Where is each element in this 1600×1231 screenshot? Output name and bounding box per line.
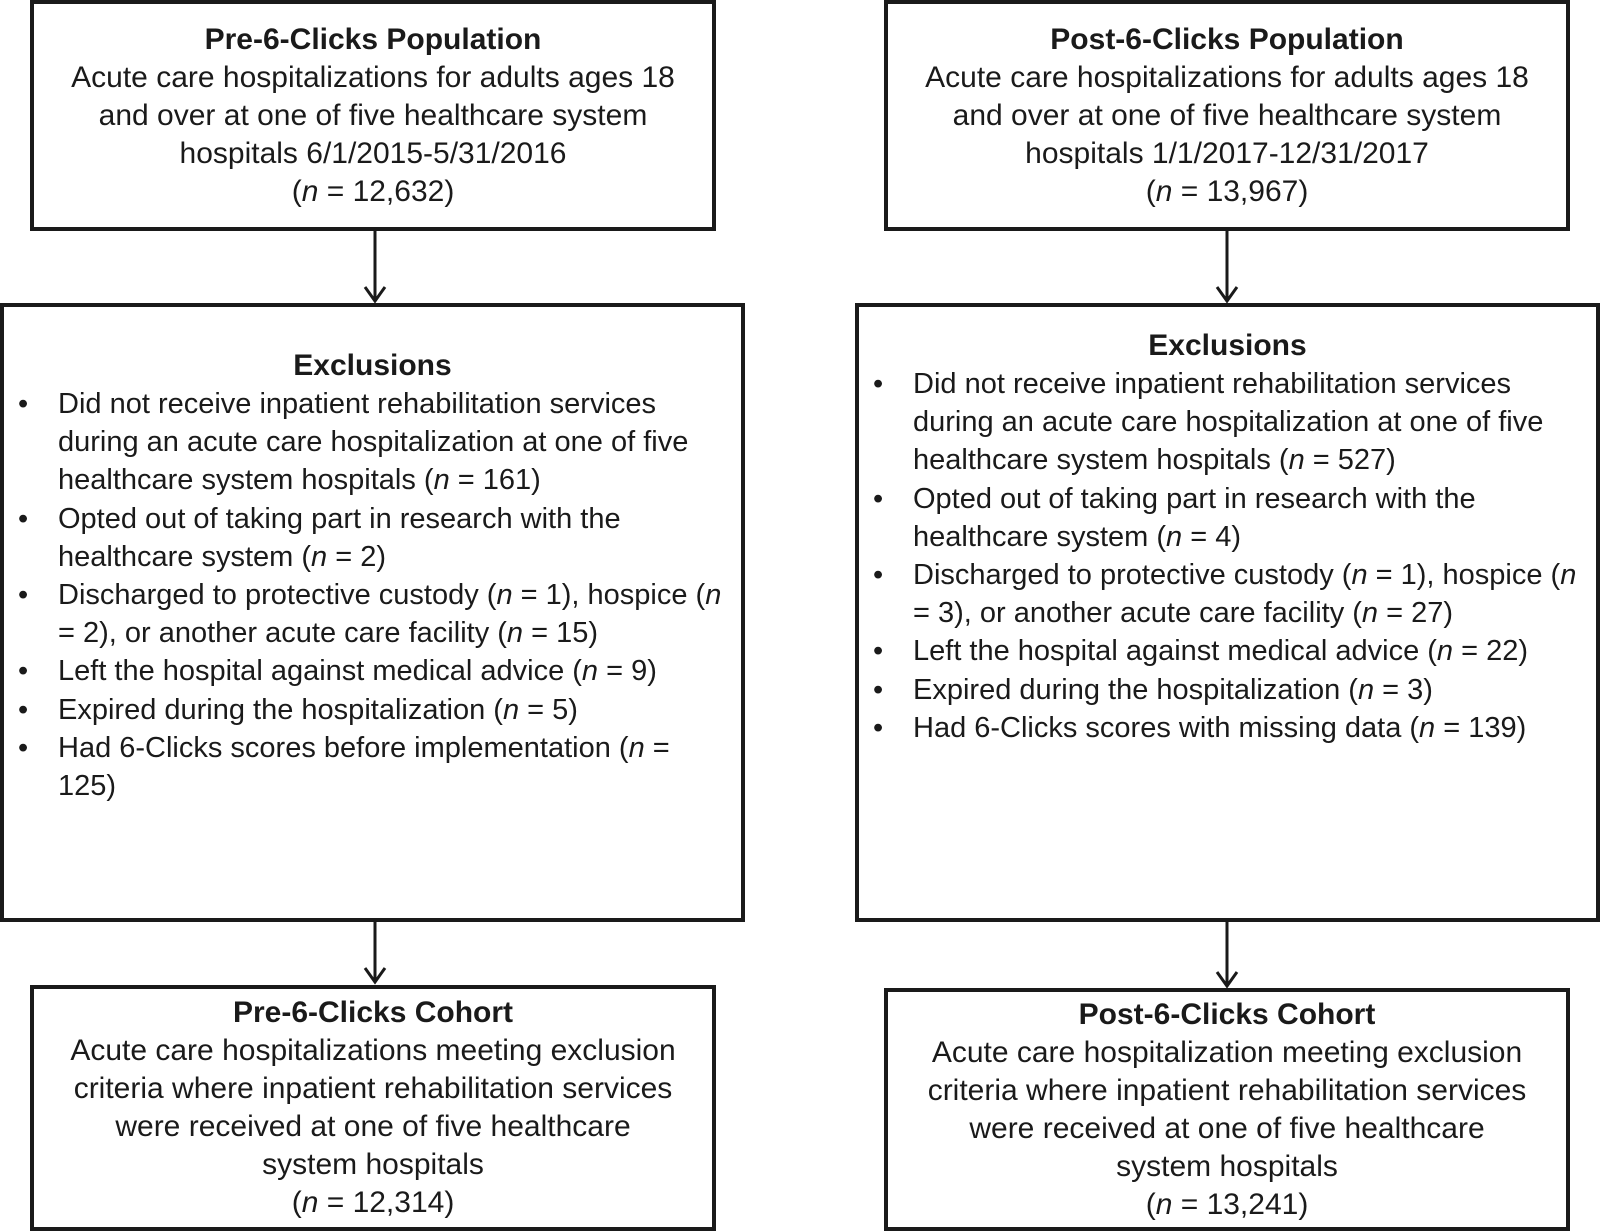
n-label: n — [581, 655, 599, 688]
n-label: n — [496, 579, 513, 612]
n-value: = 13,241) — [1172, 1187, 1309, 1221]
exclusion-text: = 527) — [1304, 444, 1396, 477]
pre-population-line-3: hospitals 6/1/2015-5/31/2016 — [179, 136, 567, 170]
exclusion-text: Opted out of taking part in research with the healthcare system ( — [58, 502, 621, 573]
exclusion-text: Expired during the hospitalization ( — [913, 673, 1358, 706]
n-label: n — [1419, 711, 1436, 744]
pre-cohort-title: Pre-6-Clicks Cohort — [232, 996, 514, 1029]
bullet-icon: • — [18, 388, 29, 420]
exclusion-text: = 1), hospice ( — [512, 579, 706, 612]
pre-exclusions-title: Exclusions — [293, 349, 452, 382]
bullet-icon: • — [18, 502, 29, 535]
left-exclusion-item — [4, 385, 741, 500]
exclusion-text: Expired during the hospitalization ( — [58, 693, 503, 726]
exclusion-text: Had 6-Clicks scores with missing data ( — [913, 711, 1420, 744]
paren-open: ( — [291, 174, 302, 208]
paren-open: ( — [1145, 1187, 1156, 1221]
exclusion-text: = 4) — [1182, 520, 1242, 553]
exclusion-text: = 15) — [523, 617, 599, 650]
post-arrow-2 — [1212, 920, 1242, 990]
exclusion-text: = 125) — [58, 731, 670, 803]
pre-cohort-line-4: system hospitals — [262, 1148, 484, 1181]
pre-cohort-line-2: criteria where inpatient rehabilitation services — [73, 1072, 673, 1105]
exclusion-text: = 5) — [519, 693, 578, 726]
n-label: n — [506, 617, 524, 650]
post-cohort-line-1: Acute care hospitalization meeting exclusion — [931, 1035, 1523, 1069]
n-label: n — [1166, 520, 1183, 553]
pre-cohort-line-1: Acute care hospitalizations meeting exclusion — [70, 1034, 676, 1067]
bullet-icon: • — [873, 711, 884, 744]
bullet-icon: • — [873, 482, 884, 515]
n-value: = 12,632) — [318, 174, 455, 208]
n-value: = 13,967) — [1172, 174, 1309, 208]
left-exclusion-item — [4, 576, 741, 652]
right-exclusion-item — [859, 556, 1596, 632]
exclusion-text: Opted out of taking part in research with the healthcare system ( — [913, 482, 1476, 553]
bullet-icon: • — [18, 731, 29, 764]
bullet-icon: • — [18, 693, 29, 726]
bullet-icon: • — [873, 559, 884, 592]
exclusion-text: Left the hospital against medical advice ( — [913, 635, 1437, 668]
exclusion-text: = 161) — [449, 464, 541, 497]
post-exclusions-list — [859, 365, 1596, 747]
post-population-title: Post-6-Clicks Population — [1050, 22, 1404, 56]
n-label: n — [1155, 174, 1173, 208]
bullet-icon: • — [873, 673, 884, 706]
exclusion-text: = 3) — [1374, 673, 1433, 706]
post-population-line-3: hospitals 1/1/2017-12/31/2017 — [1025, 136, 1429, 170]
exclusion-text: = 1), hospice ( — [1367, 559, 1561, 592]
right-exclusion-item — [859, 632, 1596, 670]
n-label: n — [1288, 444, 1305, 477]
paren-open: ( — [291, 1186, 302, 1219]
n-value: = 12,314) — [318, 1186, 455, 1219]
n-label: n — [301, 1186, 319, 1219]
left-exclusion-item — [4, 729, 741, 805]
pre-arrow-2 — [360, 920, 390, 986]
post-exclusions-title: Exclusions — [1148, 329, 1307, 362]
pre-population-box — [30, 0, 716, 231]
n-label: n — [628, 731, 645, 764]
pre-cohort-line-3: were received at one of five healthcare — [115, 1110, 631, 1143]
n-label: n — [1361, 597, 1379, 630]
exclusion-text: = 2) — [327, 540, 387, 573]
bullet-icon: • — [873, 635, 884, 668]
n-label: n — [1560, 559, 1577, 592]
n-label: n — [1436, 635, 1454, 668]
n-label: n — [502, 693, 520, 726]
n-label: n — [1155, 1187, 1173, 1221]
exclusion-text: = 139) — [1435, 711, 1527, 744]
exclusion-text: = 27) — [1378, 597, 1454, 630]
right-exclusion-item — [859, 480, 1596, 556]
exclusion-text: = 9) — [598, 655, 657, 688]
exclusion-text: Discharged to protective custody ( — [913, 559, 1352, 592]
post-cohort-title: Post-6-Clicks Cohort — [1078, 997, 1376, 1031]
exclusion-text: = 2), or another acute care facility ( — [58, 617, 507, 650]
n-label: n — [1351, 559, 1368, 592]
post-arrow-1 — [1212, 229, 1242, 305]
pre-population-line-2: and over at one of five healthcare system — [98, 98, 648, 132]
exclusion-text: Did not receive inpatient rehabilitation services during an acute care hospitalization at one of five healthcare system hospitals ( — [58, 388, 689, 497]
exclusion-text: Had 6-Clicks scores before implementation ( — [58, 731, 629, 764]
post-population-count — [1146, 173, 1309, 211]
n-label: n — [433, 464, 450, 497]
pre-cohort-box — [30, 985, 716, 1231]
exclusion-text: = 22) — [1453, 635, 1529, 668]
exclusion-text: = 3), or another acute care facility ( — [913, 597, 1362, 630]
right-exclusion-item — [859, 365, 1596, 480]
pre-population-count — [292, 173, 455, 211]
post-population-box — [884, 0, 1570, 231]
pre-population-title: Pre-6-Clicks Population — [204, 22, 542, 56]
right-exclusion-item — [859, 709, 1596, 747]
left-exclusion-item — [4, 652, 741, 690]
post-cohort-box — [884, 988, 1570, 1231]
exclusion-text: Left the hospital against medical advice ( — [58, 655, 582, 688]
bullet-icon: • — [18, 655, 29, 688]
exclusion-text: Discharged to protective custody ( — [58, 579, 497, 612]
pre-exclusions-box — [0, 303, 745, 922]
paren-open: ( — [1145, 174, 1156, 208]
n-label: n — [301, 174, 319, 208]
post-exclusions-box — [855, 303, 1600, 922]
bullet-icon: • — [873, 368, 884, 400]
pre-arrow-1 — [360, 229, 390, 305]
right-exclusion-item — [859, 671, 1596, 709]
bullet-icon: • — [18, 579, 29, 612]
pre-population-line-1: Acute care hospitalizations for adults ages 18 — [71, 60, 675, 94]
post-cohort-line-4: system hospitals — [1116, 1149, 1338, 1183]
pre-exclusions-list — [4, 385, 741, 805]
post-cohort-count — [1146, 1186, 1309, 1224]
n-label: n — [1357, 673, 1375, 706]
post-population-line-1: Acute care hospitalizations for adults ages 18 — [925, 60, 1529, 94]
left-exclusion-item — [4, 500, 741, 576]
n-label: n — [705, 579, 722, 612]
post-population-line-2: and over at one of five healthcare system — [952, 98, 1502, 132]
pre-cohort-count — [292, 1184, 455, 1222]
left-exclusion-item — [4, 691, 741, 729]
exclusion-text: Did not receive inpatient rehabilitation services during an acute care hospitalization at one of five healthcare system hospitals ( — [913, 368, 1544, 477]
post-cohort-line-3: were received at one of five healthcare — [969, 1111, 1485, 1145]
n-label: n — [311, 540, 328, 573]
post-cohort-line-2: criteria where inpatient rehabilitation services — [927, 1073, 1527, 1107]
